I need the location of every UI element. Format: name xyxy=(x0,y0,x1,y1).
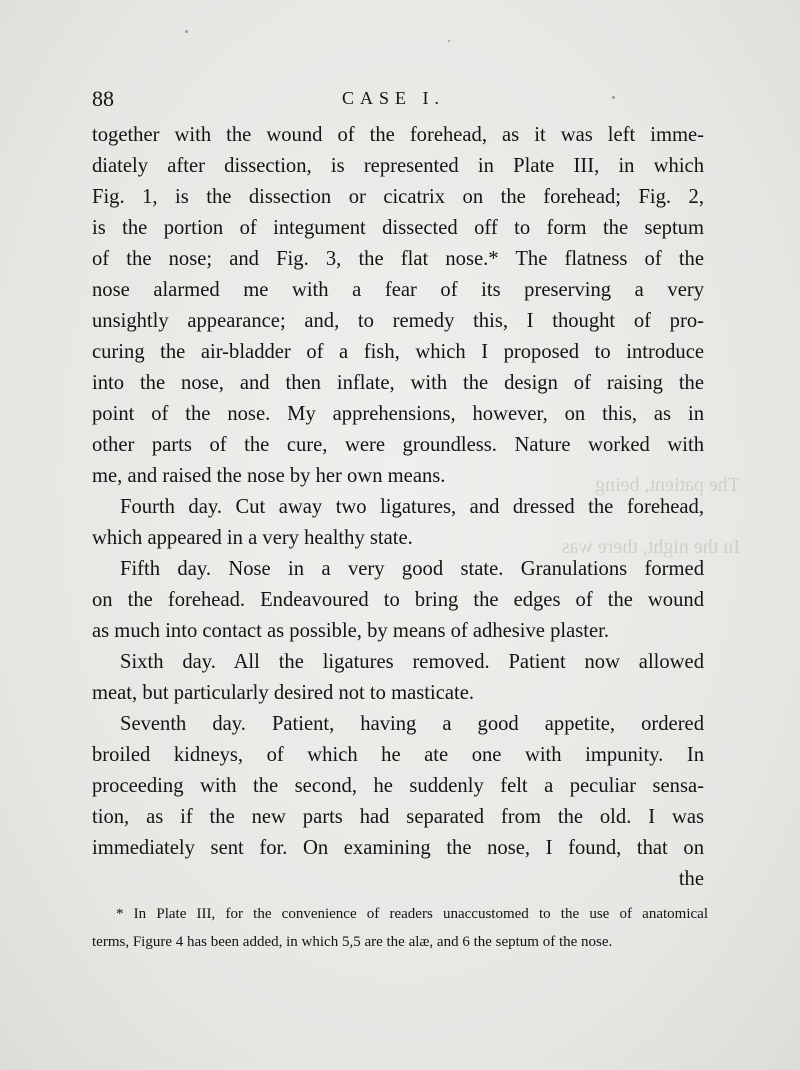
text-line: other parts of the cure, were groundless. Nature worked with xyxy=(92,434,704,456)
text-line: diately after dissection, is represented in Plate III, in which xyxy=(92,155,704,177)
text-line: curing the air-bladder of a fish, which I proposed to introduce xyxy=(92,341,704,363)
text-line: meat, but particularly desired not to masticate. xyxy=(92,682,474,704)
text-line: which appeared in a very healthy state. xyxy=(92,527,413,549)
text-line: immediately sent for. On examining the nose, I found, that on xyxy=(92,837,704,859)
text-line: into the nose, and then inflate, with the design of raising the xyxy=(92,372,704,394)
paper-speck xyxy=(185,30,188,33)
text-line: Fourth day. Cut away two ligatures, and dressed the forehead, xyxy=(120,496,704,518)
text-line: on the forehead. Endeavoured to bring the edges of the wound xyxy=(92,589,704,611)
footnote-line: * In Plate III, for the convenience of readers unaccustomed to the use of anatomical xyxy=(116,906,708,922)
text-line: Sixth day. All the ligatures removed. Patient now allowed xyxy=(120,651,704,673)
text-line: Fig. 1, is the dissection or cicatrix on the forehead; Fig. 2, xyxy=(92,186,704,208)
page-header xyxy=(92,86,704,116)
show-through-texture: The patient, being In the night, there was xyxy=(440,474,740,558)
text-line: the xyxy=(678,868,704,890)
body-text xyxy=(92,120,704,895)
text-line: of the nose; and Fig. 3, the flat nose.* The flatness of the xyxy=(92,248,704,270)
text-line: nose alarmed me with a fear of its preserving a very xyxy=(92,279,704,301)
page-number: 88 xyxy=(92,86,114,111)
text-line: is the portion of integument dissected off to form the septum xyxy=(92,217,704,239)
text-line: Seventh day. Patient, having a good appetite, ordered xyxy=(120,713,704,735)
footnote-line: terms, Figure 4 has been added, in which 5,5 are the alæ, and 6 the septum of the nose. xyxy=(92,934,613,950)
text-line: unsightly appearance; and, to remedy this, I thought of pro- xyxy=(92,310,704,332)
footnote xyxy=(92,900,708,956)
text-line: point of the nose. My apprehensions, however, on this, as in xyxy=(92,403,704,425)
text-line: me, and raised the nose by her own means. xyxy=(92,465,446,487)
text-line: broiled kidneys, of which he ate one with impunity. In xyxy=(92,744,704,766)
text-line: as much into contact as possible, by means of adhesive plaster. xyxy=(92,620,610,642)
text-line: together with the wound of the forehead, as it was left imme- xyxy=(92,124,704,146)
text-line: proceeding with the second, he suddenly felt a peculiar sensa- xyxy=(92,775,704,797)
paper-speck xyxy=(448,40,450,42)
text-line: Fifth day. Nose in a very good state. Granulations formed xyxy=(120,558,704,580)
text-line: tion, as if the new parts had separated from the old. I was xyxy=(92,806,704,828)
running-head: CASE I. xyxy=(342,88,446,108)
